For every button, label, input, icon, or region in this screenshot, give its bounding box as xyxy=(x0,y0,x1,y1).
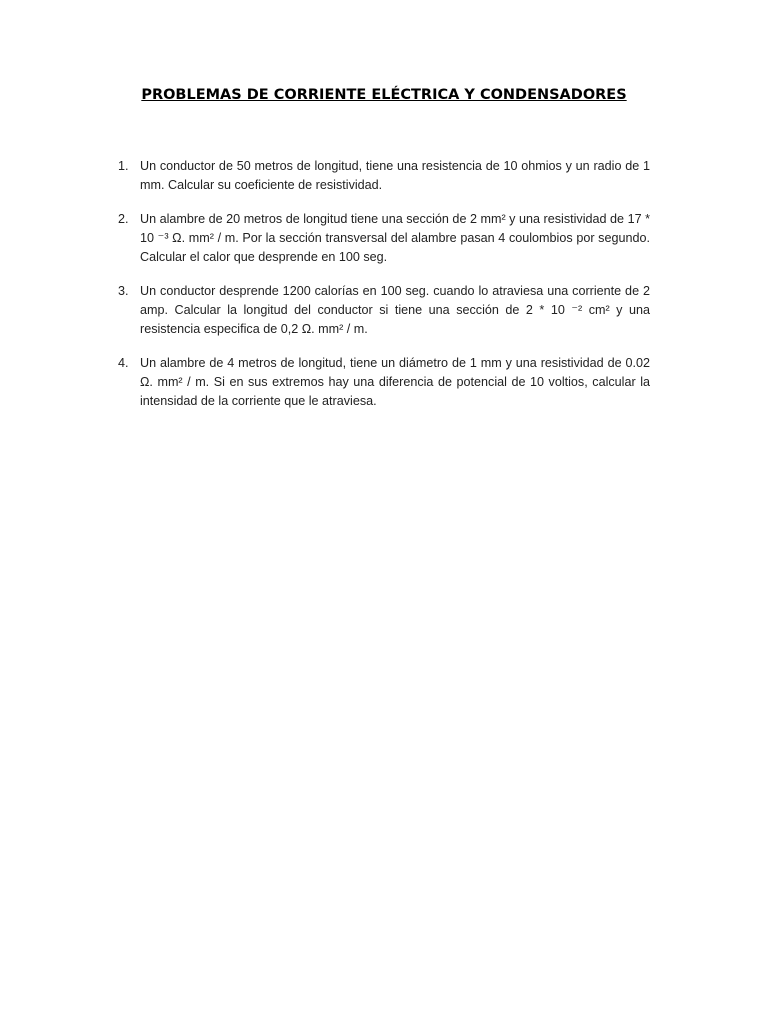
problem-list xyxy=(118,157,650,426)
problem-item-3 xyxy=(118,282,650,339)
problem-number: 2. xyxy=(118,212,129,226)
problem-text: Un conductor desprende 1200 calorías en 100 seg. cuando lo atraviesa una corriente de 2 amp. Calcular la longitud del conductor si tiene una sección de 2 * 10 ⁻² cm² y una resistencia especifica de 0,2 Ω. mm² / m. xyxy=(140,284,650,336)
page-title: PROBLEMAS DE CORRIENTE ELÉCTRICA Y CONDENSADORES xyxy=(141,87,627,103)
problem-item-2 xyxy=(118,210,650,267)
problem-item-4 xyxy=(118,354,650,411)
problem-text: Un alambre de 4 metros de longitud, tiene un diámetro de 1 mm y una resistividad de 0.02 Ω. mm² / m. Si en sus extremos hay una diferencia de potencial de 10 voltios, calcular la intensidad de la corriente que le atraviesa. xyxy=(140,356,650,408)
problem-number: 3. xyxy=(118,284,129,298)
problem-text: Un alambre de 20 metros de longitud tiene una sección de 2 mm² y una resistividad de 17 * 10 ⁻³ Ω. mm² / m. Por la sección transversal del alambre pasan 4 coulombios por segundo. Calcular el calor que desprende en 100 seg. xyxy=(140,212,650,264)
problem-number: 4. xyxy=(118,356,129,370)
problem-item-1 xyxy=(118,157,650,195)
problem-text: Un conductor de 50 metros de longitud, tiene una resistencia de 10 ohmios y un radio de 1 mm. Calcular su coeficiente de resistividad. xyxy=(140,159,650,192)
problem-number: 1. xyxy=(118,159,129,173)
